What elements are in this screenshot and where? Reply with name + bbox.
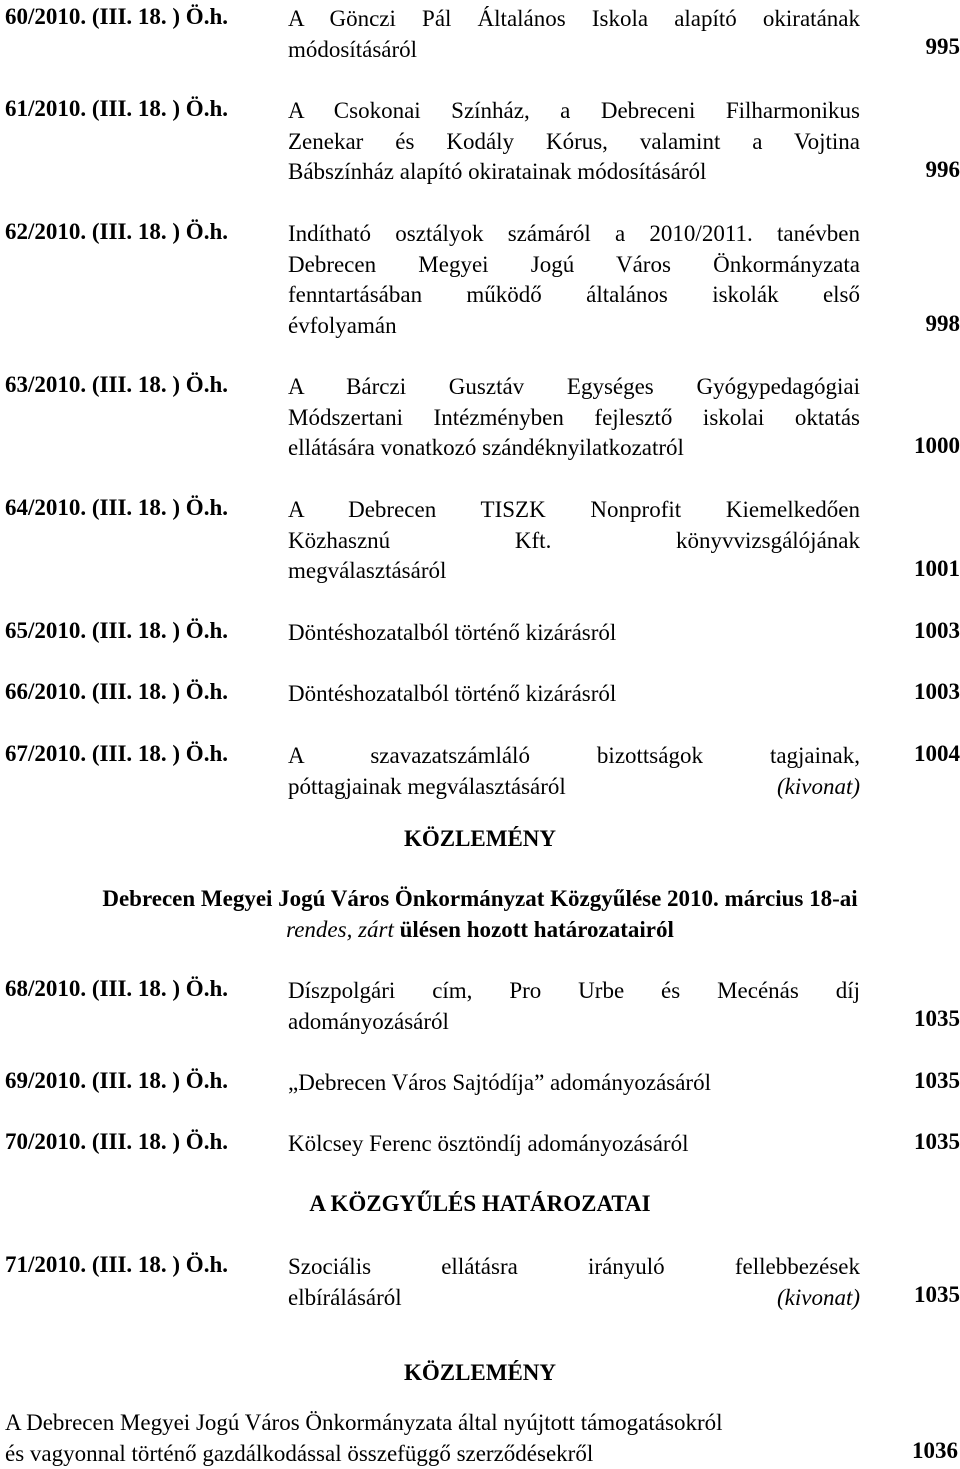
page-number: 1036 [912,1438,958,1464]
page-number: 1003 [914,618,960,644]
resolution-title: Díszpolgári cím, Pro Urbe és Mecénás díj adományozásáról [288,976,860,1037]
resolution-number: 63/2010. (III. 18. ) Ö.h. [5,372,228,398]
resolution-number: 71/2010. (III. 18. ) Ö.h. [5,1252,228,1278]
resolution-number: 67/2010. (III. 18. ) Ö.h. [5,741,228,767]
resolution-title: „Debrecen Város Sajtódíja” adományozásáról [288,1068,860,1099]
page-number: 996 [926,157,960,183]
page-number: 1035 [914,1068,960,1094]
resolution-title: A Gönczi Pál Általános Iskola alapító okiratának módosításáról [288,4,860,65]
resolution-number: 70/2010. (III. 18. ) Ö.h. [5,1129,228,1155]
resolution-number: 66/2010. (III. 18. ) Ö.h. [5,679,228,705]
section-heading: A KÖZGYŰLÉS HATÁROZATAI [0,1191,960,1217]
resolution-title: A Csokonai Színház, a Debreceni Filharmonikus Zenekar és Kodály Kórus, valamint a Vojtina Bábszínház alapító okiratainak módosításáról [288,96,860,188]
page-number: 995 [926,34,960,60]
resolution-title: Indítható osztályok számáról a 2010/2011. tanévben Debrecen Megyei Jogú Város Önkormányzata fenntartásában működő általános iskolák első évfolyamán [288,219,860,341]
page-number: 1004 [914,741,960,767]
resolution-title: A Bárczi Gusztáv Egységes Gyógypedagógiai Módszertani Intézményben fejlesztő iskolai oktatás ellátására vonatkozó szándéknyilatkozatról [288,372,860,464]
resolution-number: 69/2010. (III. 18. ) Ö.h. [5,1068,228,1094]
resolution-number: 62/2010. (III. 18. ) Ö.h. [5,219,228,245]
resolution-title: Döntéshozatalból történő kizárásról [288,679,860,710]
section-heading: KÖZLEMÉNY [0,826,960,852]
section-heading: KÖZLEMÉNY [0,1360,960,1386]
resolution-number: 64/2010. (III. 18. ) Ö.h. [5,495,228,521]
page-number: 1035 [914,1282,960,1308]
page-number: 1035 [914,1129,960,1155]
section-subheading: Debrecen Megyei Jogú Város Önkormányzat Közgyűlése 2010. március 18-ai rendes, zárt ülésen hozott határozatairól [0,883,960,945]
resolution-number: 68/2010. (III. 18. ) Ö.h. [5,976,228,1002]
excerpt-note: (kivonat) [777,772,860,803]
resolution-number: 65/2010. (III. 18. ) Ö.h. [5,618,228,644]
page-number: 1003 [914,679,960,705]
resolution-title: Kölcsey Ferenc ösztöndíj adományozásáról [288,1129,860,1160]
page-number: 1000 [914,433,960,459]
announcement-text: A Debrecen Megyei Jogú Város Önkormányzata által nyújtott támogatásokról és vagyonnal történő gazdálkodással összefüggő szerződésekről [5,1407,855,1469]
resolution-title: Szociális ellátásra irányuló fellebbezések elbírálásáról (kivonat) [288,1252,860,1313]
resolution-title: A Debrecen TISZK Nonprofit Kiemelkedően Közhasznú Kft. könyvvizsgálójának megválasztásáról [288,495,860,587]
page-number: 998 [926,311,960,337]
resolution-number: 61/2010. (III. 18. ) Ö.h. [5,96,228,122]
excerpt-note: (kivonat) [777,1283,860,1314]
page-number: 1001 [914,556,960,582]
resolution-number: 60/2010. (III. 18. ) Ö.h. [5,4,228,30]
resolution-title: Döntéshozatalból történő kizárásról [288,618,860,649]
resolution-title: A szavazatszámláló bizottságok tagjainak, póttagjainak megválasztásáról (kivonat) [288,741,860,802]
page-number: 1035 [914,1006,960,1032]
